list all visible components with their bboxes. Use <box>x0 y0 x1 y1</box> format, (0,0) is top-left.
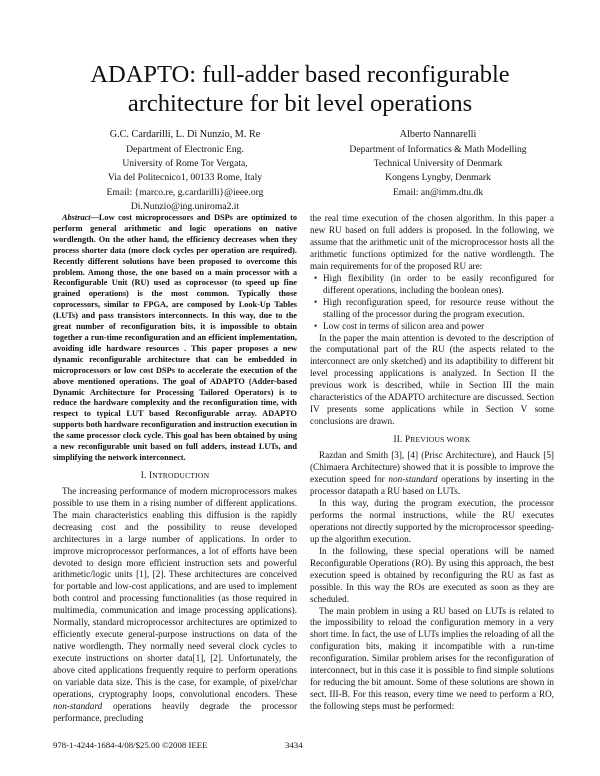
author-block-right <box>318 127 558 200</box>
section-heading-introduction: I. INTRODUCTION <box>140 469 210 480</box>
author-dept-right: Department of Informatics & Math Modelling <box>349 144 527 155</box>
author-email-left: Email: {marco.re, g.cardarilli}@ieee.org <box>106 186 264 198</box>
abstract-dash: — <box>90 213 99 222</box>
intro-paragraph: The increasing performance of modern microprocessors makes possible to use them in a rising number of different applications. The main characteristics enabling this diffusion is the rapidly decreasing cost and the possibility to reuse developed architectures in a large number of applications. In order to improve microprocessor performances, a lot of efforts have been devoted to design more efficient instruction sets and powerful arithmetic/logic units [1], [2]. These architectures are conceived for portable and low-cost applications, and are used to implement both control and processing functionalities (as those required in multimedia, communication and image processing applications). Normally, standard microprocessor architectures are optimized to efficiently execute general-purpose instructions on data of the native wordlength. They normally need several clock cycles to execute instructions on shorter data[1], [2]. Unfortunately, the above cited applications frequently require to perform operations on variable data size. This is the case, for example, of pixel/char operations, cryptography loops, convolutional encoders. These non-standard operations heavily degrade the processor performance, precluding <box>53 485 298 723</box>
previous-work-paragraph: In the following, these special operations will be named Reconfigurable Operations (RO). By using this approach, the best execution speed is obtained by reconfiguring the RU as fast as possible. In this way the ROs are executed as soon as they are scheduled. <box>310 545 554 604</box>
author-email-left-2: Di.Nunzio@ing.uniroma2.it <box>130 200 240 212</box>
list-item: • High flexibility (in order to be easily reconfigured for different operations, including the boolean ones). <box>323 273 554 297</box>
author-dept-left: Department of Electronic Eng. <box>126 144 244 155</box>
author-address-right: Kongens Lyngby, Denmark <box>385 172 491 184</box>
requirements-list <box>310 273 554 333</box>
previous-work-paragraph: In this way, during the program execution, the processor performs the normal instructions, while the RU executes operations not directly supported by the microprocessor speeding-up the algorithm execution. <box>310 497 554 544</box>
author-names-right: Alberto Nannarelli <box>399 129 477 140</box>
list-item: • Low cost in terms of silicon area and power <box>323 321 554 333</box>
previous-work-paragraph: Razdan and Smith [3], [4] (Prisc Architecture), and Hauck [5] (Chimaera Architecture) showed that it is possible to improve the execution speed for non-standard operations by inserting in the processor datapath a RU based on LUTs. <box>310 450 554 496</box>
abstract-text: Low cost microprocessors and DSPs are optimized to perform general arithmetic and logic operations on native wordlength. On the other hand, the efficiency decreases when they process shorter data (more clock cycles per operation are required). Recently different solutions have been proposed to overcome this problem. Among those, the one based on a main processor with a Reconfigurable Unit (RU) used as coprocessor (to speed up fine grained operations) is the most common. Typically those coprocessors, similar to FPGA, are composed by Look-Up Tables (LUTs) and pass transistors interconnects. In this way, due to the great number of reconfiguration bits, it is impossible to obtain together a run-time reconfiguration and an efficient implementation, avoiding idle hardware resources . This paper proposes a new dynamic reconfigurable architecture that can be embedded in microprocessors or low cost DSPs to accelerate the execution of the above mentioned operations. The goal of ADAPTO (Adder-based Dynamic Architecture for Processing Tailored Operators) is to reduce the hardware complexity and the reconfiguration time, with respect to typical LUT based Reconfigurable array. ADAPTO supports both hardware reconfiguration and instruction execution in the same processor clock cycle. This goal has been obtained by using a new reconfigurable unit based on full adders, instead LUTs, and simplifying the network interconnect. <box>53 213 297 462</box>
abstract-lead: Abstract <box>62 213 91 222</box>
list-item: • High reconfiguration speed, for resource reuse without the stalling of the processor during the program execution. <box>323 297 554 321</box>
paper-title: ADAPTO: full-adder based reconfigurable architecture for bit level operations <box>90 61 510 117</box>
copyright-footer: 978-1-4244-1684-4/08/$25.00 ©2008 IEEE <box>53 740 208 750</box>
intro-paragraph-outline: In the paper the main attention is devoted to the description of the computational part of the RU (the aspects related to the interconnect are only sketched) and its adaptibility to different bit level processing applications is analyzed. In Section II the previous work is described, while in Section III the main characteristics of the ADAPTO architecture are discussed. Section IV presents some applications while in Section V some conclusions are drawn. <box>310 332 554 427</box>
page-number: 3434 <box>285 740 303 750</box>
right-column <box>310 213 554 713</box>
author-university-left: University of Rome Tor Vergata, <box>122 158 248 170</box>
section-heading-previous-work: II. PREVIOUS WORK <box>393 434 471 445</box>
author-university-right: Technical University of Denmark <box>373 158 503 170</box>
author-names-left: G.C. Cardarilli, L. Di Nunzio, M. Re <box>109 129 261 140</box>
author-address-left: Via del Politecnico1, 00133 Rome, Italy <box>107 172 263 184</box>
abstract <box>53 213 297 464</box>
intro-paragraph-continued: the real time execution of the chosen algorithm. In this paper a new RU based on full adders is proposed. In the following, we assume that the arithmetic unit of the microprocessor hosts all the arithmetic functions optimized for the native wordlength. The main requirements for of the proposed RU are: <box>310 213 554 271</box>
previous-work-paragraph: The main problem in using a RU based on LUTs is related to the impossibility to reload the configuration memory in a very short time. In fact, the use of LUTs implies the reloading of all the configuration bits, making it incompatible with a run-time reconfiguration. Similar problem arises for the reconfiguration of interconnect, but in this case it is possible to find simple solutions for reducing the bit amount. Some of these solutions are shown in sect. III-B. For this reason, every time we need to perform a RO, the following steps must be performed: <box>310 605 554 712</box>
author-email-right: Email: an@imm.dtu.dk <box>392 186 484 198</box>
left-column <box>53 213 297 725</box>
author-block-left <box>55 127 315 214</box>
